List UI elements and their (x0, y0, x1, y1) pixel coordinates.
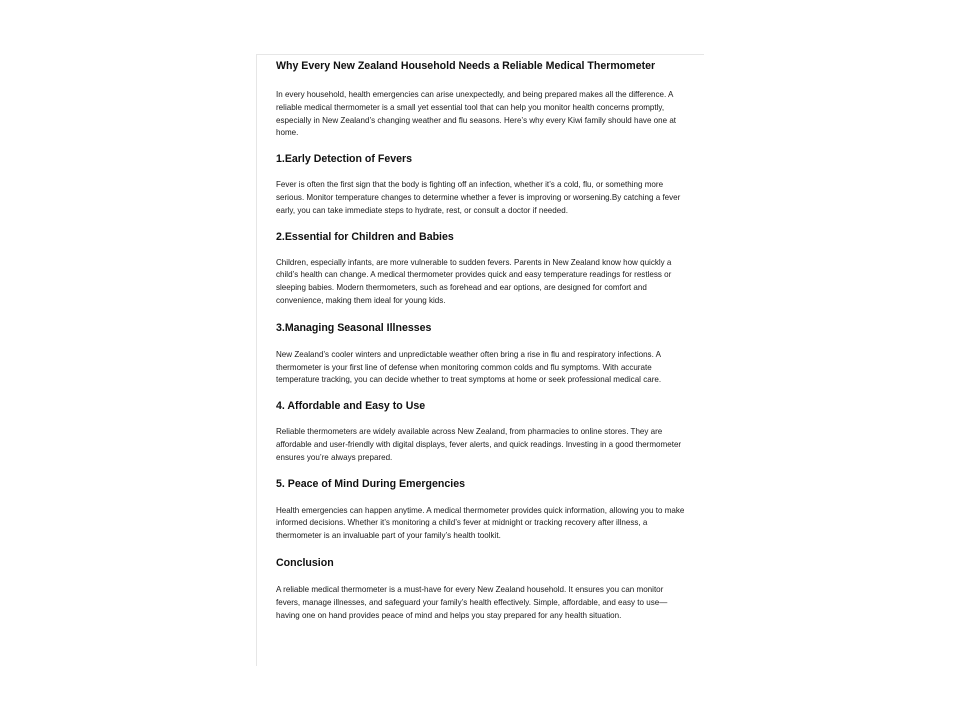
section-body-seasonal-illnesses: New Zealand’s cooler winters and unpredictable weather often bring a rise in flu and respiratory infections. A thermometer is your first line of defense when monitoring common colds and flu symptoms. With accurate temperature tracking, you can decide whether to treat symptoms at home or seek professional medical care. (276, 349, 662, 385)
section-body-peace-of-mind: Health emergencies can happen anytime. A medical thermometer provides quick information, allowing you to make informed decisions. Whether it’s monitoring a child’s fever at midnight or tracking recovery after illness, a thermometer is an invaluable part of your family’s health toolkit. (276, 505, 685, 541)
section-heading-early-detection: 1.Early Detection of Fevers (276, 153, 413, 166)
section-heading-affordable: 4. Affordable and Easy to Use (276, 400, 426, 413)
section-heading-seasonal-illnesses: 3.Managing Seasonal Illnesses (276, 321, 432, 334)
intro-paragraph: In every household, health emergencies can arise unexpectedly, and being prepared makes all the difference. A reliable medical thermometer is a small yet essential tool that can help you monitor health concerns promptly, especially in New Zealand’s changing weather and flu seasons. Here’s why every Kiwi family should have one at home. (276, 90, 677, 138)
document-title: Why Every New Zealand Household Needs a Reliable Medical Thermometer (276, 60, 656, 72)
section-heading-children-babies: 2.Essential for Children and Babies (276, 230, 454, 243)
section-body-conclusion: A reliable medical thermometer is a must-have for every New Zealand household. It ensures you can monitor fevers, manage illnesses, and safeguard your family’s health effectively. Simple, affordable, and easy to use—having one on hand provides peace of mind and helps you stay prepared for any health situation. (276, 584, 668, 620)
section-heading-peace-of-mind: 5. Peace of Mind During Emergencies (276, 477, 465, 490)
section-heading-conclusion: Conclusion (276, 556, 334, 569)
document-page (256, 54, 704, 666)
section-body-children-babies: Children, especially infants, are more vulnerable to sudden fevers. Parents in New Zealand know how quickly a child’s health can change. A medical thermometer provides quick and easy temperature readings for restless or sleeping babies. Modern thermometers, such as forehead and ear options, are designed for comfort and convenience, making them ideal for young kids. (276, 257, 672, 305)
document-content (276, 59, 686, 622)
section-body-affordable: Reliable thermometers are widely available across New Zealand, from pharmacies to online stores. They are affordable and user-friendly with digital displays, fever alerts, and quick readings. Investing in a good thermometer ensures you’re always prepared. (276, 427, 682, 462)
section-body-early-detection: Fever is often the first sign that the body is fighting off an infection, whether it’s a cold, flu, or something more serious. Monitor temperature changes to determine whether a fever is improving or worsening.By catching a fever early, you can take immediate steps to hydrate, rest, or consult a doctor if needed. (276, 180, 681, 215)
